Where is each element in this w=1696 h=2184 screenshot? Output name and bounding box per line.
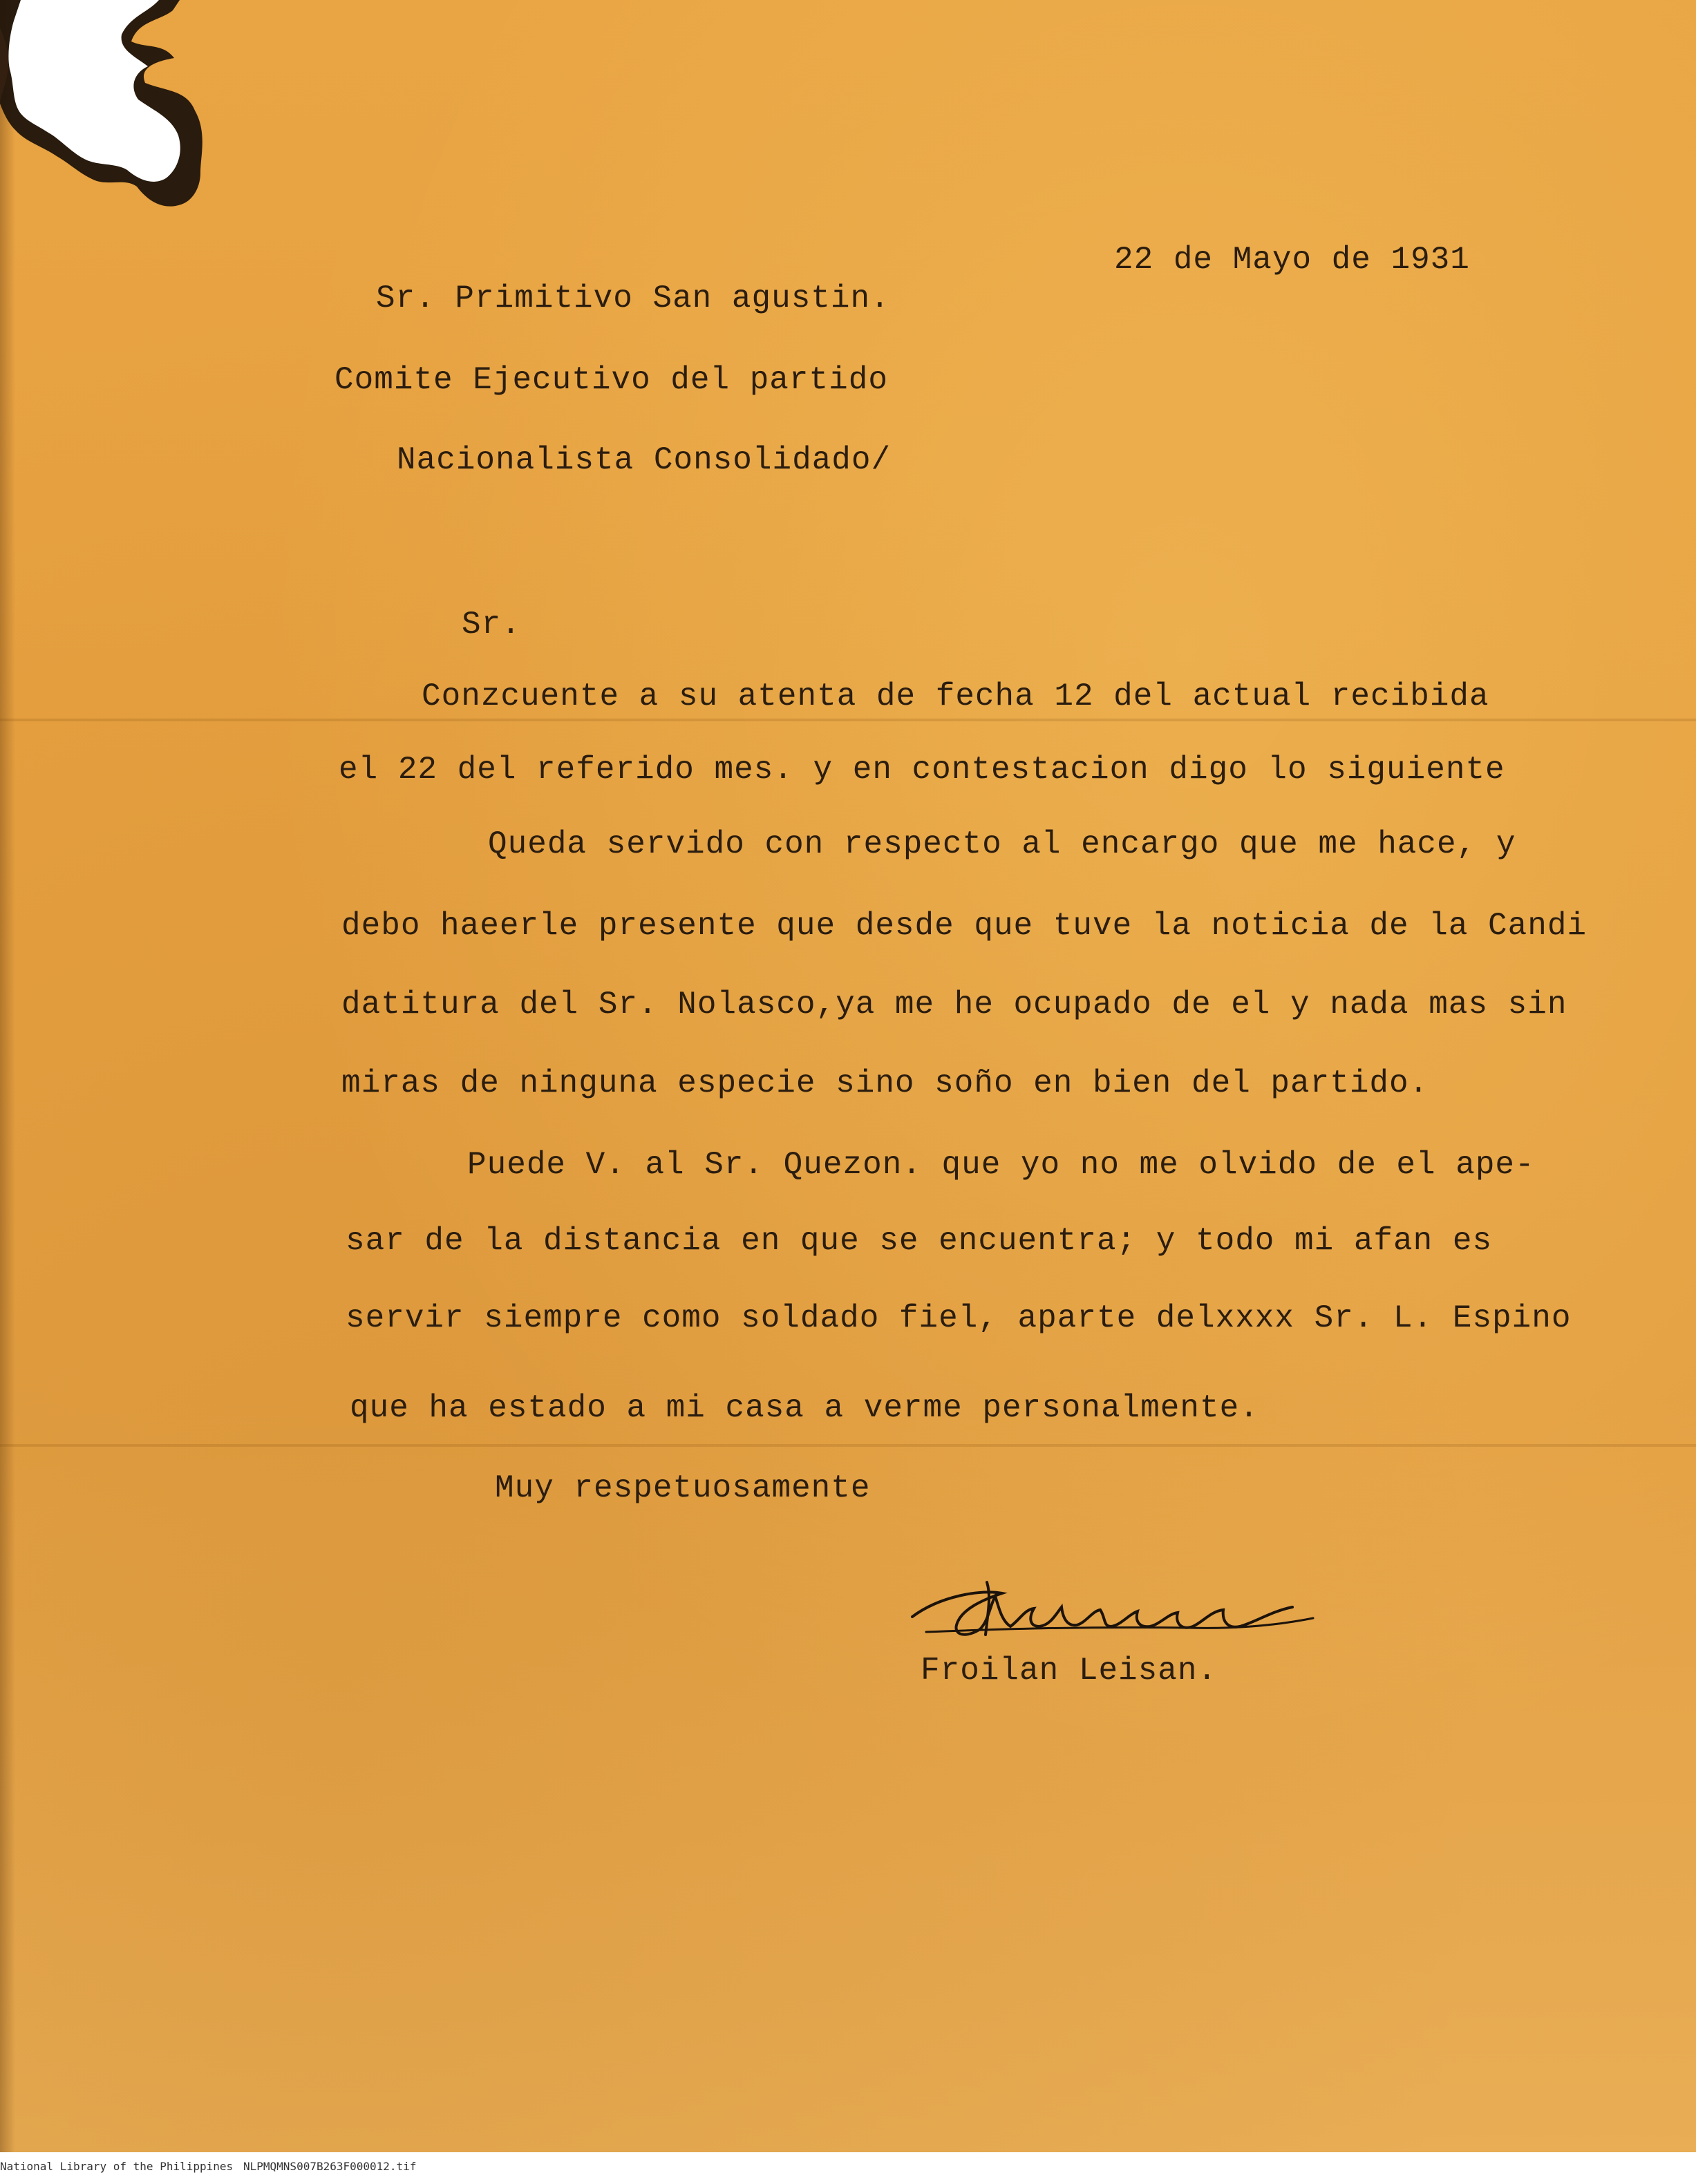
scan-footer bbox=[0, 2157, 1696, 2184]
body-line: miras de ninguna especie sino soño en bien del partido. bbox=[341, 1065, 1429, 1101]
signature-name: Froilan Leisan. bbox=[921, 1653, 1218, 1689]
body-line: servir siempre como soldado fiel, aparte delxxxx Sr. L. Espino bbox=[346, 1300, 1572, 1336]
recipient-line: Nacionalista Consolidado/ bbox=[397, 442, 892, 478]
burn-damage-mark bbox=[0, 0, 359, 228]
body-line: debo haeerle presente que desde que tuve la noticia de la Candi bbox=[341, 908, 1587, 944]
closing: Muy respetuosamente bbox=[495, 1470, 871, 1506]
recipient-line: Sr. Primitivo San agustin. bbox=[376, 281, 890, 316]
body-line: Queda servido con respecto al encargo que me hace, y bbox=[488, 826, 1516, 862]
paper-fold-line bbox=[0, 1444, 1696, 1447]
paper-fold-line bbox=[0, 719, 1696, 721]
paper-left-edge-shadow bbox=[0, 0, 15, 2152]
salutation: Sr. bbox=[462, 607, 521, 643]
handwritten-signature bbox=[898, 1568, 1341, 1651]
footer-file-name: NLPMQMNS007B263F000012.tif bbox=[243, 2160, 417, 2173]
recipient-line: Comite Ejecutivo del partido bbox=[335, 362, 888, 398]
body-line: sar de la distancia en que se encuentra; y todo mi afan es bbox=[346, 1223, 1493, 1259]
body-line: Conzcuente a su atenta de fecha 12 del actual recibida bbox=[422, 678, 1489, 714]
body-line: el 22 del referido mes. y en contestacion digo lo siguiente bbox=[339, 752, 1505, 788]
body-line: que ha estado a mi casa a verme personalmente. bbox=[350, 1390, 1259, 1426]
body-line: Puede V. al Sr. Quezon. que yo no me olvido de el ape- bbox=[467, 1147, 1535, 1183]
body-line: datitura del Sr. Nolasco,ya me he ocupado de el y nada mas sin bbox=[341, 987, 1567, 1023]
letter-date: 22 de Mayo de 1931 bbox=[1114, 242, 1470, 278]
footer-library: National Library of the Philippines bbox=[0, 2160, 234, 2173]
